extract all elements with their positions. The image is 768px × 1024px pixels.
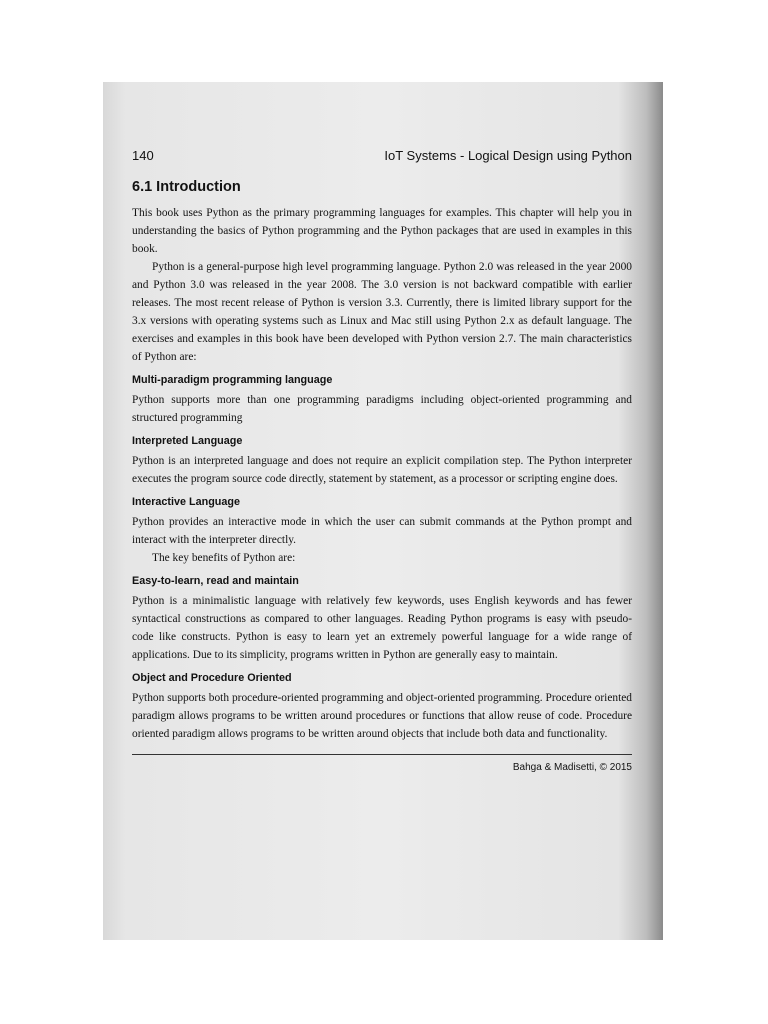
page-number: 140 [132,148,154,163]
characteristic-heading-interpreted: Interpreted Language [132,435,243,447]
benefits-intro: The key benefits of Python are: [152,552,296,564]
benefit-text-easy-to-learn: Python is a minimalistic language with relatively few keywords, uses English keywords and has fewer syntactical constructions as compared to other languages. Reading Python programs is easy with pseudo-code like constructs. Python is easy to learn yet an extremely powerful language for a wide range of applications. Due to its simplicity, programs written in Python are generally easy to maintain. [132,595,632,661]
chapter-title: IoT Systems - Logical Design using Python [384,148,632,163]
benefit-heading-object-procedure: Object and Procedure Oriented [132,672,292,684]
scanned-page [103,82,663,940]
characteristic-text-interpreted: Python is an interpreted language and does not require an explicit compilation step. The Python interpreter executes the program source code directly, statement by statement, as a processor or scripting engine does. [132,455,632,485]
characteristic-text-interactive: Python provides an interactive mode in which the user can submit commands at the Python prompt and interact with the interpreter directly. [132,516,632,546]
benefit-heading-easy-to-learn: Easy-to-learn, read and maintain [132,575,299,587]
section-title: 6.1 Introduction [132,179,241,195]
page-content [132,148,632,773]
running-header [132,148,632,168]
intro-paragraph-1: This book uses Python as the primary programming languages for examples. This chapter will help you in understanding the basics of Python programming and the Python packages that are used in examples in this book. [132,207,632,255]
characteristic-heading-interactive: Interactive Language [132,496,241,508]
benefit-text-object-procedure: Python supports both procedure-oriented programming and object-oriented programming. Procedure oriented paradigm allows programs to be written around procedures or functions that allow reuse of code. Procedure oriented paradigm allows programs to be written around objects that include both data and functionality. [132,692,632,740]
footer-credit: Bahga & Madisetti, © 2015 [512,762,632,773]
characteristic-heading-multi-paradigm: Multi-paradigm programming language [132,374,333,386]
intro-paragraph-2: Python is a general-purpose high level programming language. Python 2.0 was released in the year 2000 and Python 3.0 was released in the year 2008. The 3.0 version is not backward compatible with earlier releases. The most recent release of Python is version 3.3. Currently, there is limited library support for the 3.x versions with operating systems such as Linux and Mac still using Python 2.x as default language. The exercises and examples in this book have been developed with Python version 2.7. The main characteristics of Python are: [132,261,632,363]
footer-divider [132,754,632,755]
characteristic-text-multi-paradigm: Python supports more than one programming paradigms including object-oriented programming and structured programming [132,394,632,424]
